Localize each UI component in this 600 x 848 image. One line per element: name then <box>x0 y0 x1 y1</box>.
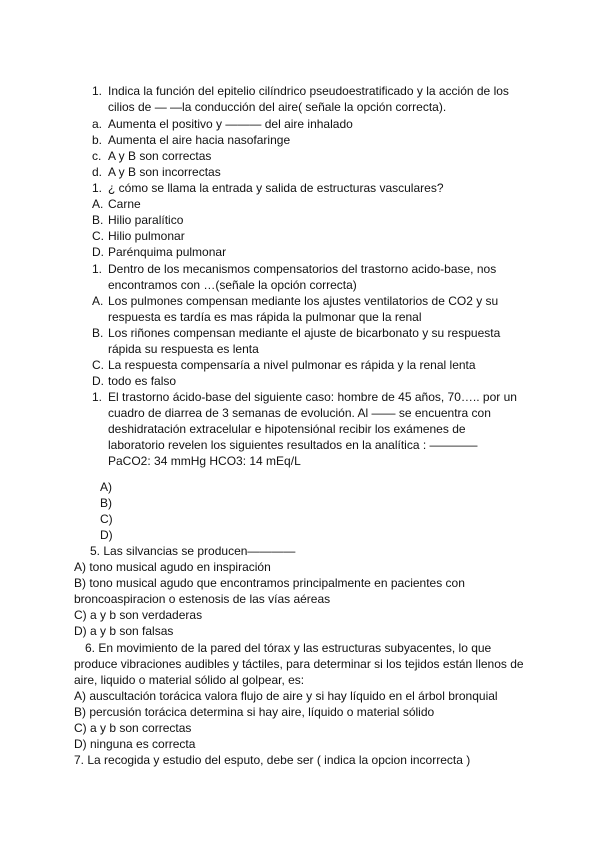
q6-option-c: C) a y b son correctas <box>74 721 192 735</box>
q5-option-d: D) a y b son falsas <box>74 624 174 638</box>
q6-line-1: 6. En movimiento de la pared del tórax y las estructuras subyacentes, lo que <box>85 641 492 655</box>
q6-line-3: aire, liquido o material sólido al golpear, es: <box>74 673 305 687</box>
q5-option-c: C) a y b son verdaderas <box>74 608 203 622</box>
q4-option-c: C) <box>100 512 113 526</box>
q3-option-b-line-2: rápida su respuesta es lenta <box>108 342 259 356</box>
q3-line-1: Dentro de los mecanismos compensatorios del trastorno acido-base, nos <box>108 262 497 276</box>
q4-option-a: A) <box>100 480 112 494</box>
q1-option-b-marker: b. <box>92 133 103 147</box>
q1-number: 1. <box>92 84 103 98</box>
q2-option-d: Parénquima pulmonar <box>108 245 227 259</box>
q6-line-2: produce vibraciones audibles y táctiles, para determinar si los tejidos están llenos de <box>74 657 524 671</box>
q5-option-b-line-1: B) tono musical agudo que encontramos principalmente en pacientes con <box>74 576 465 590</box>
q4-line-3: deshidratación extracelular e hipotensiónal recibir los exámenes de <box>108 422 466 436</box>
q7-title: 7. La recogida y estudio del esputo, debe ser ( indica la opcion incorrecta ) <box>74 753 471 767</box>
q1-option-a: Aumenta el positivo y ——— del aire inhalado <box>108 117 353 131</box>
q3-option-a-line-1: Los pulmones compensan mediante los ajustes ventilatorios de CO2 y su <box>108 294 499 308</box>
q3-number: 1. <box>92 262 103 276</box>
q2-line-1: ¿ cómo se llama la entrada y salida de estructuras vasculares? <box>108 181 444 195</box>
q3-option-b-line-1: Los riñones compensan mediante el ajuste de bicarbonato y su respuesta <box>108 326 501 340</box>
q4-line-2: cuadro de diarrea de 3 semanas de evolución. Al —— se encuentra con <box>108 406 491 420</box>
q1-option-c-marker: c. <box>92 149 102 163</box>
q1-option-b: Aumenta el aire hacia nasofaringe <box>108 133 291 147</box>
q3-option-a-line-2: respuesta es tardía es mas rápida la pulmonar que la renal <box>108 310 422 324</box>
q1-option-a-marker: a. <box>92 117 103 131</box>
q6-option-a: A) auscultación torácica valora flujo de aire y si hay líquido en el árbol bronquial <box>74 689 498 703</box>
q2-option-b-marker: B. <box>92 213 104 227</box>
q3-option-d-marker: D. <box>92 374 104 388</box>
q1-line-1: Indica la función del epitelio cilíndrico pseudoestratificado y la acción de los <box>108 84 509 98</box>
q6-option-b: B) percusión torácica determina si hay aire, líquido o material sólido <box>74 705 435 719</box>
q5-option-a: A) tono musical agudo en inspiración <box>74 560 271 574</box>
q5-option-b-line-2: broncoaspiracion o estenosis de las vías aéreas <box>74 592 331 606</box>
q4-option-b: B) <box>100 496 112 510</box>
q3-option-c: La respuesta compensaría a nivel pulmonar es rápida y la renal lenta <box>108 358 476 372</box>
q2-option-d-marker: D. <box>92 245 104 259</box>
q4-option-d: D) <box>100 528 113 542</box>
q1-option-d-marker: d. <box>92 165 103 179</box>
q4-number: 1. <box>92 390 103 404</box>
q2-option-c-marker: C. <box>92 229 104 243</box>
q1-option-d: A y B son incorrectas <box>108 165 221 179</box>
q2-option-a: Carne <box>108 197 141 211</box>
q6-option-d: D) ninguna es correcta <box>74 737 196 751</box>
q2-number: 1. <box>92 181 103 195</box>
q3-line-2: encontramos con …(señale la opción correcta) <box>108 278 357 292</box>
q3-option-a-marker: A. <box>92 294 104 308</box>
q4-line-5: PaCO2: 34 mmHg HCO3: 14 mEq/L <box>108 454 301 468</box>
q3-option-d: todo es falso <box>108 374 177 388</box>
q2-option-c: Hilio pulmonar <box>108 229 185 243</box>
q2-option-b: Hilio paralítico <box>108 213 184 227</box>
q4-line-1: El trastorno ácido-base del siguiente caso: hombre de 45 años, 70….. por un <box>108 390 517 404</box>
q1-line-2: cilios de — —la conducción del aire( señale la opción correcta). <box>108 100 447 114</box>
q3-option-b-marker: B. <box>92 326 104 340</box>
q5-title: 5. Las silvancias se producen———— <box>90 544 296 558</box>
q2-option-a-marker: A. <box>92 197 104 211</box>
q4-line-4: laboratorio revelen los siguientes resultados en la analítica : ———— <box>108 438 478 452</box>
q3-option-c-marker: C. <box>92 358 104 372</box>
q1-option-c: A y B son correctas <box>108 149 212 163</box>
